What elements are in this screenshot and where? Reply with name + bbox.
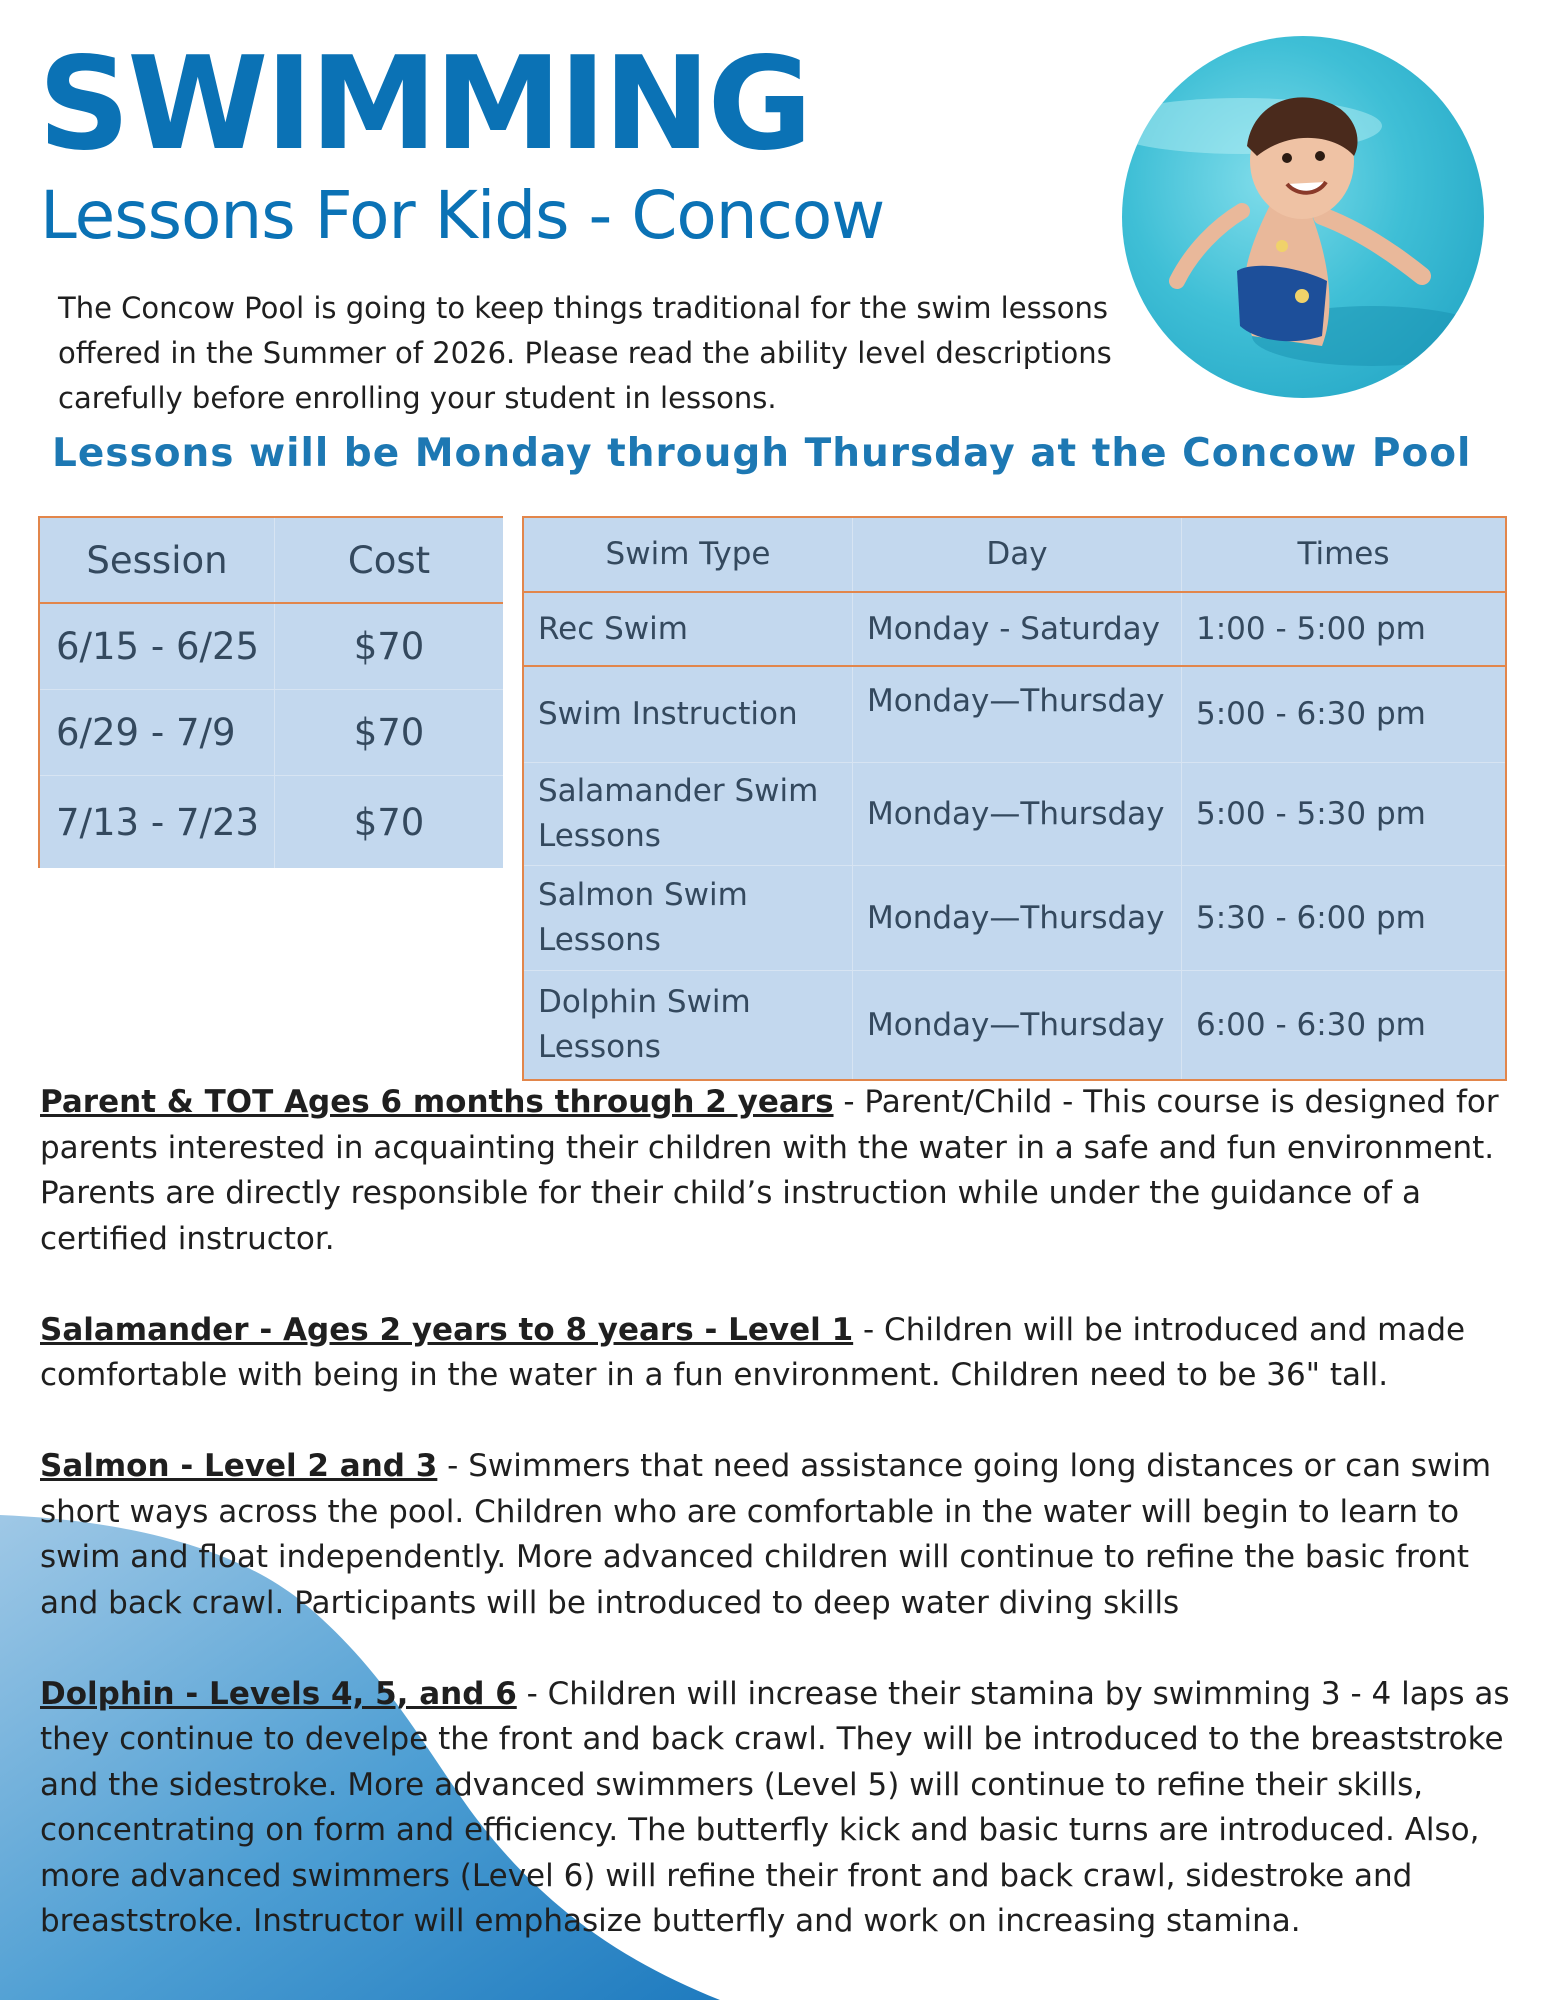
table-row	[523, 866, 1506, 971]
table-row	[523, 592, 1506, 666]
swim-day: Monday—Thursday	[853, 666, 1182, 763]
swim-day: Monday—Thursday	[853, 763, 1182, 866]
session-cost: $70	[275, 776, 504, 869]
session-dates: 6/29 - 7/9	[39, 690, 275, 776]
session-dates: 6/15 - 6/25	[39, 603, 275, 690]
level-text: - Parent/Child - This course is designed for parents interested in acquainting their children with the water in a safe and fun environment. Parents are directly responsible for their child’s instruction while under the guidance of a certified instructor.	[40, 1084, 1499, 1257]
column-header-day: Day	[853, 517, 1182, 592]
intro-paragraph: The Concow Pool is going to keep things traditional for the swim lessons offered in the Summer of 2026. Please read the ability level descriptions carefully before enrolling your student in lessons.	[58, 291, 1112, 415]
swim-time: 5:00 - 5:30 pm	[1182, 763, 1507, 866]
column-header-times: Times	[1182, 517, 1507, 592]
table-row	[39, 603, 503, 690]
level-label: Salmon - Level 2 and 3	[40, 1448, 438, 1484]
swim-time: 1:00 - 5:00 pm	[1182, 592, 1507, 666]
table-row	[523, 971, 1506, 1081]
session-cost: $70	[275, 690, 504, 776]
level-label: Dolphin - Levels 4, 5, and 6	[40, 1675, 517, 1712]
table-row	[39, 690, 503, 776]
level-text: - Children will increase their stamina by swimming 3 - 4 laps as they continue to develpe the front and back crawl. They will be introduced to the breaststroke and the sidestroke. More advanced swimmers (Level 5) will continue to refine their skills, concentrating on form and efficiency. The butterfly kick and basic turns are introduced. Also, more advanced swimmers (Level 6) will refine their front and back crawl, sidestroke and breaststroke. Instructor will emphasize butterfly and work on increasing stamina.	[40, 1675, 1510, 1939]
swim-type: Rec Swim	[523, 592, 853, 666]
swim-type: Salmon Swim Lessons	[523, 866, 853, 971]
description-salamander	[40, 1308, 1520, 1399]
description-dolphin	[40, 1672, 1520, 1945]
schedule-header-row	[523, 517, 1506, 592]
description-salmon	[40, 1444, 1520, 1626]
table-row	[523, 666, 1506, 763]
schedule-headline: Lessons will be Monday through Thursday at the Concow Pool	[52, 431, 1472, 476]
sessions-header-row	[39, 517, 503, 603]
swim-time: 5:30 - 6:00 pm	[1182, 866, 1507, 971]
swim-day: Monday—Thursday	[853, 971, 1182, 1081]
level-descriptions	[40, 1080, 1520, 1990]
swim-day: Monday—Thursday	[853, 866, 1182, 971]
swim-schedule-table	[522, 516, 1507, 1081]
column-header-cost: Cost	[275, 517, 504, 603]
column-header-swim-type: Swim Type	[523, 517, 853, 592]
table-row	[39, 776, 503, 869]
description-parent-tot	[40, 1080, 1520, 1262]
page-title: SWIMMING	[38, 30, 810, 179]
swim-time: 6:00 - 6:30 pm	[1182, 971, 1507, 1081]
page-subtitle: Lessons For Kids - Concow	[40, 177, 885, 254]
swim-type: Salamander Swim Lessons	[523, 763, 853, 866]
swim-type: Dolphin Swim Lessons	[523, 971, 853, 1081]
level-label: Salamander - Ages 2 years to 8 years - Level 1	[40, 1311, 854, 1348]
session-cost: $70	[275, 603, 504, 690]
swim-day: Monday - Saturday	[853, 592, 1182, 666]
column-header-session: Session	[39, 517, 275, 603]
session-dates: 7/13 - 7/23	[39, 776, 275, 869]
swim-time: 5:00 - 6:30 pm	[1182, 666, 1507, 763]
child-swimming-underwater-photo	[1122, 36, 1484, 398]
swim-type: Swim Instruction	[523, 666, 853, 763]
level-label: Parent & TOT Ages 6 months through 2 years	[40, 1084, 834, 1120]
table-row	[523, 763, 1506, 866]
level-text: - Children will be introduced and made comfortable with being in the water in a fun environment. Children need to be 36" tall.	[40, 1311, 1466, 1393]
sessions-table	[38, 516, 503, 868]
level-text: - Swimmers that need assistance going long distances or can swim short ways across the pool. Children who are comfortable in the water will begin to learn to swim and float independently. More advanced children will continue to refine the basic front and back crawl. Participants will be introduced to deep water diving skills	[40, 1448, 1492, 1621]
